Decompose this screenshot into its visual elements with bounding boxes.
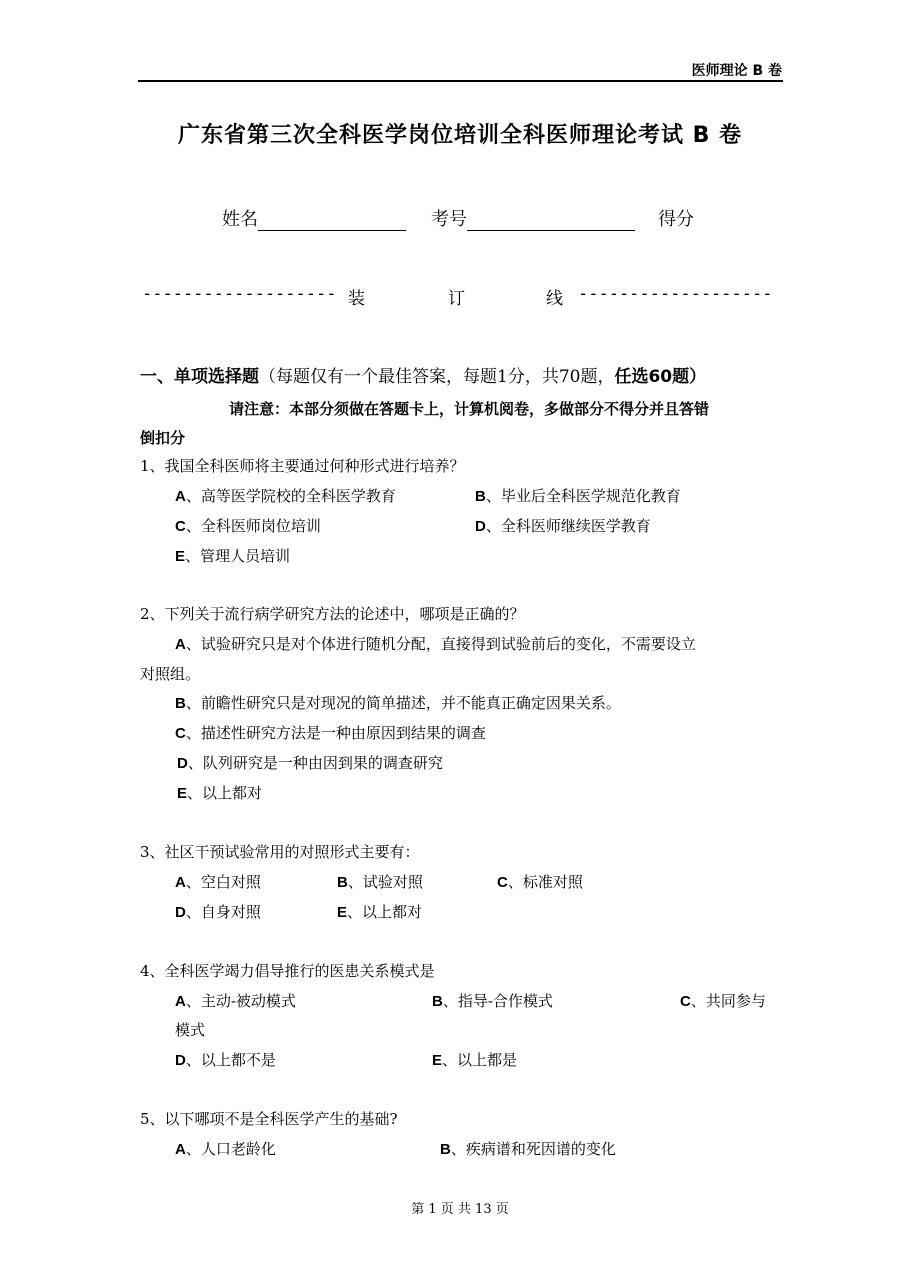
score-field [658,205,694,231]
binding-dashes-right: ------------------- [578,284,773,304]
option-b: B、毕业后全科医学规范化教育 [475,487,681,505]
option-e: E、以上都对 [337,903,423,921]
option-e: E、管理人员培训 [175,547,291,565]
option-d: D、以上都不是 [175,1051,276,1069]
exam-title: 广东省第三次全科医学岗位培训全科医师理论考试 B 卷 [177,123,743,148]
option-d: D、全科医师继续医学教育 [475,517,651,535]
binding-char-3: 线 [546,289,563,309]
question-stem: 4、全科医学竭力倡导推行的医患关系模式是 [140,962,435,980]
option-a: A、主动-被动模式 [175,992,296,1010]
binding-char-1: 装 [348,289,365,309]
name-blank [258,210,406,231]
notice-line-1: 请注意：本部分须做在答题卡上，计算机阅卷，多做部分不得分并且答错 [229,400,710,418]
exam-id-blank [467,210,635,231]
option-e: E、以上都是 [432,1051,518,1069]
section-lead: 一、单项选择题 [140,367,259,387]
question-stem: 3、社区干预试验常用的对照形式主要有： [140,843,420,861]
option-d: D、自身对照 [175,903,261,921]
option-c: C、全科医师岗位培训 [175,517,321,535]
option-a: A、空白对照 [175,873,261,891]
option-b: B、试验对照 [337,873,423,891]
exam-id-field [431,205,635,231]
option-c: C、描述性研究方法是一种由原因到结果的调查 [175,724,486,742]
option-b: B、疾病谱和死因谱的变化 [440,1140,616,1158]
question-stem: 2、下列关于流行病学研究方法的论述中，哪项是正确的？ [140,605,525,623]
name-label: 姓名 [222,209,258,230]
option-c: C、共同参与 [680,992,766,1010]
section-note: （每题仅有一个最佳答案，每题1分，共70题， [259,367,615,387]
option-a: A、试验研究只是对个体进行随机分配，直接得到试验前后的变化，不需要设立 [175,635,696,653]
running-header-title: 医师理论 B 卷 [691,63,782,79]
option-e: E、以上都对 [177,784,263,802]
section-emphasis: 任选60题） [614,367,707,387]
option-d: D、队列研究是一种由因到果的调查研究 [177,754,443,772]
option-b: B、前瞻性研究只是对现况的简单描述，并不能真正确定因果关系。 [175,694,621,712]
page-number: 第 1 页 共 13 页 [411,1202,509,1217]
option-a: A、人口老龄化 [175,1140,276,1158]
question-stem: 1、我国全科医师将主要通过何种形式进行培养？ [140,457,465,475]
question-stem: 5、以下哪项不是全科医学产生的基础? [140,1110,398,1128]
exam-id-label: 考号 [431,209,467,230]
binding-dashes-left: ------------------- [142,284,337,304]
option-a: A、高等医学院校的全科医学教育 [175,487,396,505]
option-b: B、指导-合作模式 [432,992,553,1010]
option-a-continued: 对照组。 [140,665,201,683]
option-c-continued: 模式 [175,1021,206,1039]
score-label: 得分 [658,209,694,230]
section-heading [140,362,706,387]
option-c: C、标准对照 [497,873,583,891]
notice-line-2: 倒扣分 [140,429,186,447]
name-field [222,205,406,231]
binding-char-2: 订 [448,289,465,309]
header-rule [138,80,783,82]
